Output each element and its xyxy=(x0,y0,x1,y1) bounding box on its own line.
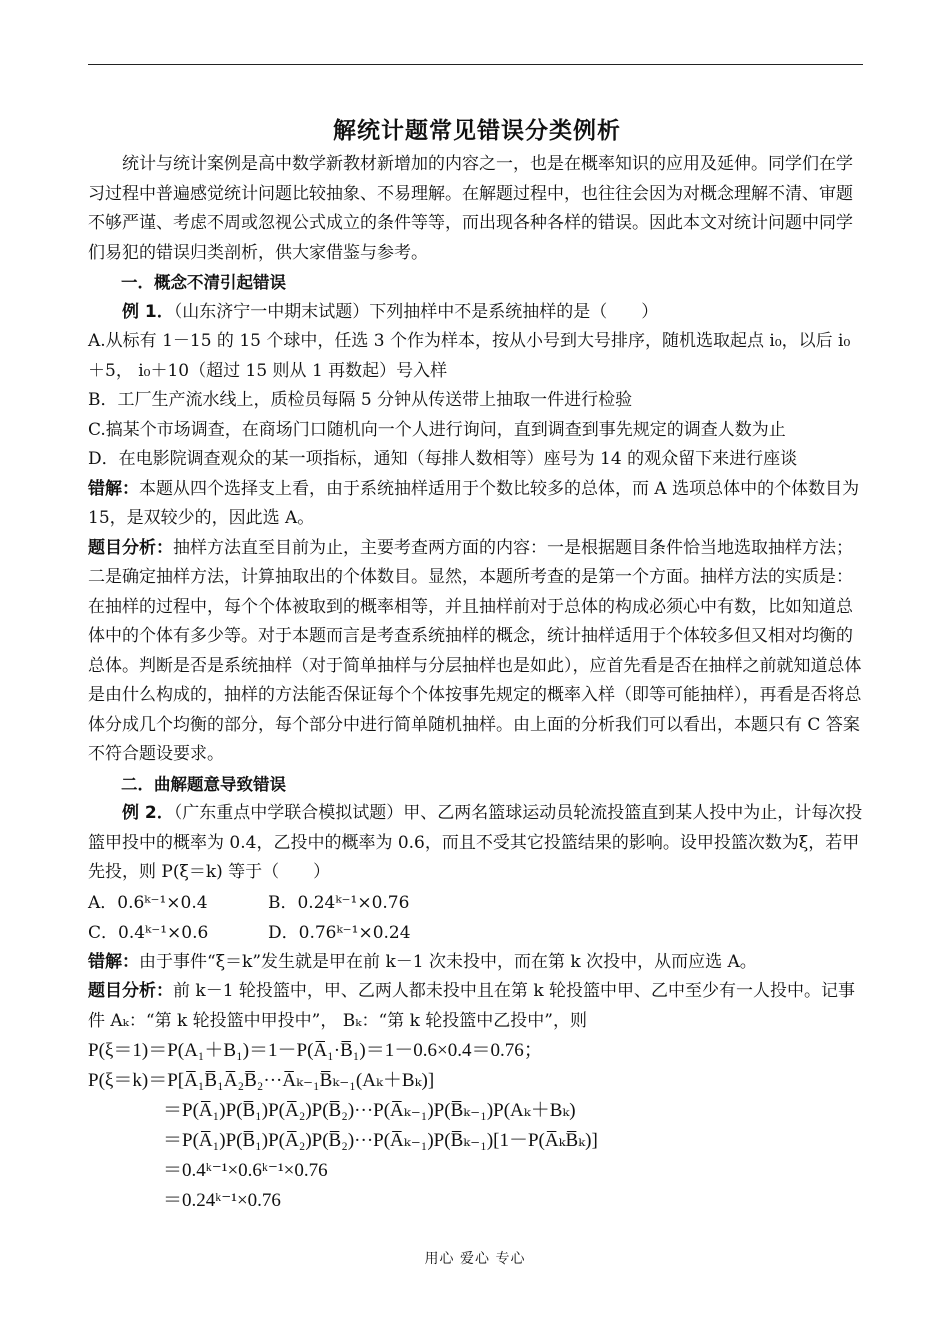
example-2-options-row-2 xyxy=(88,918,866,948)
example-2-option-c: C．0.4ᵏ⁻¹×0.6 xyxy=(88,922,209,943)
header-rule xyxy=(88,64,863,65)
example-1 xyxy=(88,298,866,328)
example-1-option-a: A.从标有 1－15 的 15 个球中，任选 3 个作为样本，按从小号到大号排序，随机选取起点 i₀，以后 i₀＋5， i₀＋10（超过 15 则从 1 再数起）号入样 xyxy=(88,331,851,381)
example-2-text: （广东重点中学联合模拟试题）甲、乙两名篮球运动员轮流投篮直到某人投中为止，计每次投篮甲投中的概率为 0.4，乙投中的概率为 0.6，而且不受其它投篮结果的影响。设甲投篮次数为ξ，若甲先投，则 P(ξ＝k) 等于（ ） xyxy=(88,803,863,882)
analysis-2 xyxy=(88,977,866,1036)
example-1-label: 例 1． xyxy=(122,301,174,322)
example-2-option-d: D．0.76ᵏ⁻¹×0.24 xyxy=(268,922,411,943)
section-1-heading: 一．概念不清引起错误 xyxy=(121,273,286,292)
example-1-option-d: D．在电影院调查观众的某一项指标，通知（每排人数相等）座号为 14 的观众留下来进行座谈 xyxy=(88,449,798,469)
equation-1: P(ξ＝1)＝P(A₁＋B₁)＝1－P(A̅₁·B̅₁)＝1－0.6×0.4＝0.76； xyxy=(88,1040,543,1061)
analysis-2-text: 前 k－1 轮投篮中，甲、乙两人都未投中且在第 k 轮投篮中甲、乙中至少有一人投中。记事件 Aₖ：“第 k 轮投篮中甲投中”， Bₖ：“第 k 轮投篮中乙投中”，则 xyxy=(88,981,856,1031)
example-2-option-a: A．0.6ᵏ⁻¹×0.4 xyxy=(88,892,208,913)
document-body xyxy=(88,108,866,1216)
example-2-options-row-1 xyxy=(88,888,866,918)
analysis-2-label: 题目分析： xyxy=(88,981,173,1001)
example-1-text: （山东济宁一中期末试题）下列抽样中不是系统抽样的是（ ） xyxy=(173,301,659,322)
wrong-solution-2-text: 由于事件“ξ＝k”发生就是甲在前 k－1 次未投中，而在第 k 次投中，从而应选 A。 xyxy=(139,951,757,972)
equation-3: ＝P(A̅₁)P(B̅₁)P(A̅₂)P(B̅₂)···P(A̅ₖ₋₁)P(B̅ₖ₋₁)P(Aₖ＋Bₖ) xyxy=(163,1100,576,1121)
equation-2: P(ξ＝k)＝P[A̅₁B̅₁A̅₂B̅₂···A̅ₖ₋₁B̅ₖ₋₁(Aₖ＋Bₖ)] xyxy=(88,1070,435,1091)
analysis-1 xyxy=(88,534,866,770)
analysis-1-label: 题目分析： xyxy=(88,537,173,558)
example-2-option-b: B．0.24ᵏ⁻¹×0.76 xyxy=(268,892,410,913)
wrong-solution-1 xyxy=(88,475,866,534)
wrong-solution-2-label: 错解： xyxy=(88,951,139,972)
equation-5: ＝0.4ᵏ⁻¹×0.6ᵏ⁻¹×0.76 xyxy=(163,1160,328,1181)
wrong-solution-1-label: 错解： xyxy=(88,478,139,499)
intro-paragraph: 统计与统计案例是高中数学新教材新增加的内容之一，也是在概率知识的应用及延伸。同学们在学习过程中普遍感觉统计问题比较抽象、不易理解。在解题过程中，也往往会因为对概念理解不清、审题不够严谨、考虑不周或忽视公式成立的条件等等，而出现各种各样的错误。因此本文对统计问题中同学们易犯的错误归类剖析，供大家借鉴与参考。 xyxy=(88,154,853,263)
analysis-1-text: 抽样方法直至目前为止，主要考查两方面的内容：一是根据题目条件恰当地选取抽样方法；二是确定抽样方法，计算抽取出的个体数目。显然，本题所考查的是第一个方面。抽样方法的实质是：在抽样的过程中，每个个体被取到的概率相等，并且抽样前对于总体的构成必须心中有数，比如知道总体中的个体有多少等。对于本题而言是考查系统抽样的概念，统计抽样适用于个体较多但又相对均衡的总体。判断是否是系统抽样（对于简单抽样与分层抽样也是如此），应首先看是否在抽样之前就知道总体是由什么构成的，抽样的方法能否保证每个个体按事先规定的概率入样（即等可能抽样），再看是否将总体分成几个均衡的部分，每个部分中进行简单随机抽样。由上面的分析我们可以看出，本题只有 C 答案不符合题设要求。 xyxy=(88,537,862,764)
equation-4: ＝P(A̅₁)P(B̅₁)P(A̅₂)P(B̅₂)···P(A̅ₖ₋₁)P(B̅ₖ₋₁)[1－P(A̅ₖB̅ₖ)] xyxy=(163,1130,598,1151)
example-1-option-b: B．工厂生产流水线上，质检员每隔 5 分钟从传送带上抽取一件进行检验 xyxy=(88,390,633,410)
equation-6: ＝0.24ᵏ⁻¹×0.76 xyxy=(163,1190,281,1211)
example-1-option-c: C.搞某个市场调查，在商场门口随机向一个人进行询问，直到调查到事先规定的调查人数为止 xyxy=(88,419,786,440)
wrong-solution-1-text: 本题从四个选择支上看，由于系统抽样适用于个数比较多的总体，而 A 选项总体中的个体数目为 15，是双较少的，因此选 A。 xyxy=(88,478,860,528)
example-2-label: 例 2． xyxy=(122,803,174,823)
example-2 xyxy=(88,799,866,888)
page-footer: 用心 爱心 专心 xyxy=(424,1251,526,1267)
section-2-heading: 二．曲解题意导致错误 xyxy=(121,774,286,794)
wrong-solution-2 xyxy=(88,948,866,978)
document-title: 解统计题常见错误分类例析 xyxy=(333,118,621,144)
